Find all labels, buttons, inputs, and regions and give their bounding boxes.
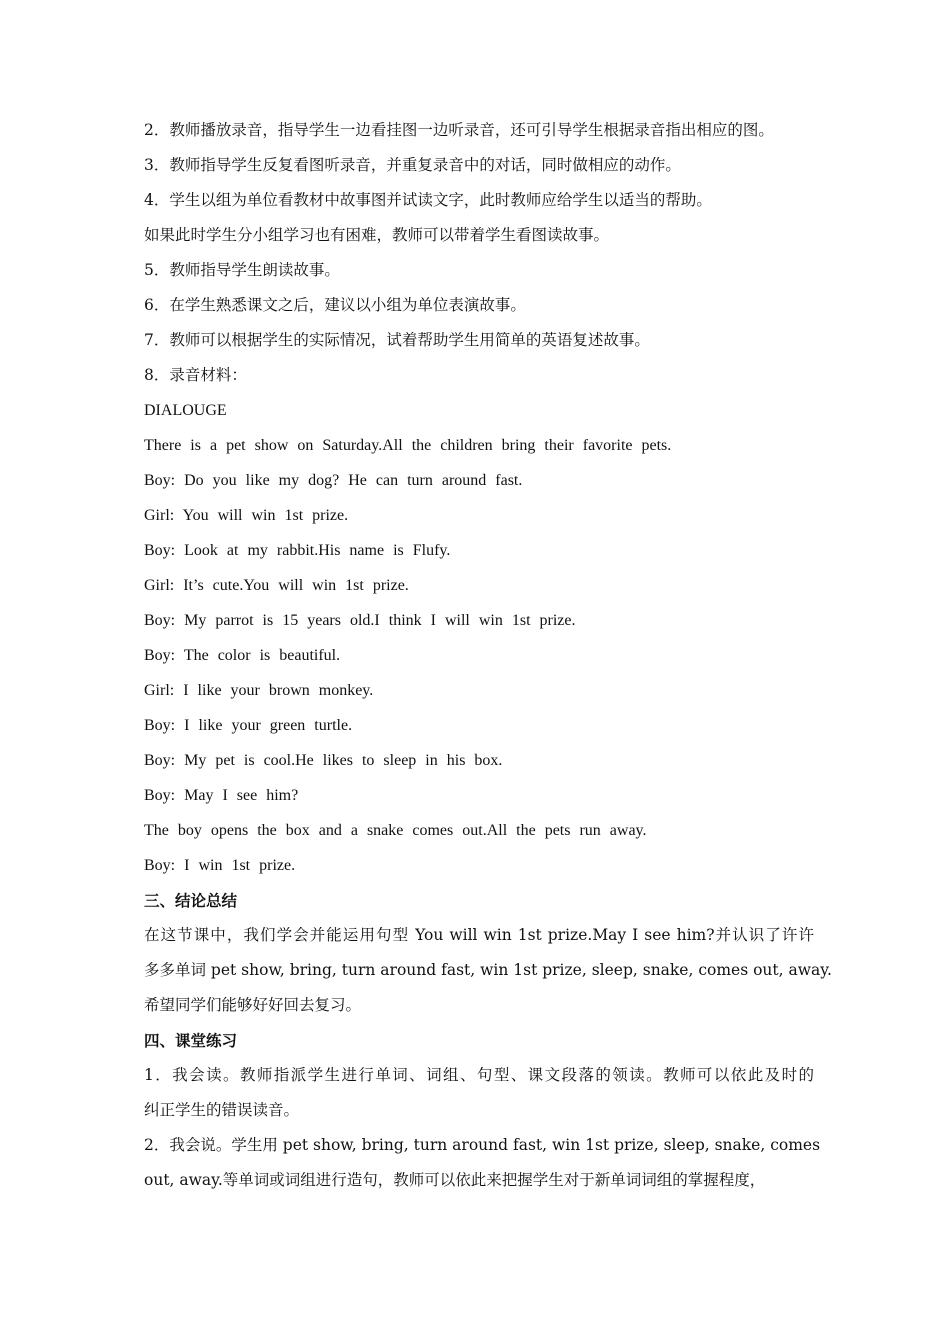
step-line: 2．教师播放录音，指导学生一边看挂图一边听录音，还可引导学生根据录音指出相应的图。 — [144, 121, 774, 139]
step-line: 3．教师指导学生反复看图听录音，并重复录音中的对话，同时做相应的动作。 — [144, 156, 681, 174]
dialogue-line: Girl: It’s cute.You will win 1st prize. — [144, 577, 409, 594]
paragraph-line: 1．我会读。教师指派学生进行单词、词组、句型、课文段落的领读。教师可以依此及时的 — [144, 1066, 814, 1084]
paragraph-line: out, away.等单词或词组进行造句，教师可以依此来把握学生对于新单词词组的掌握程度， — [144, 1171, 766, 1189]
document-page — [144, 113, 832, 1198]
dialogue-line: Boy: I win 1st prize. — [144, 857, 296, 874]
section-3-body — [144, 918, 832, 1023]
dialogue-line: Boy: I like your green turtle. — [144, 717, 353, 734]
step-line: 如果此时学生分小组学习也有困难，教师可以带着学生看图读故事。 — [144, 226, 610, 244]
dialogue-line: Boy: Do you like my dog? He can turn around fast. — [144, 472, 523, 489]
dialogue-line: Boy: My parrot is 15 years old.I think I will win 1st prize. — [144, 612, 576, 629]
step-line: 4．学生以组为单位看教材中故事图并试读文字，此时教师应给学生以适当的帮助。 — [144, 191, 712, 209]
dialogue-line: Boy: The color is beautiful. — [144, 647, 341, 664]
step-line: 7．教师可以根据学生的实际情况，试着帮助学生用简单的英语复述故事。 — [144, 331, 650, 349]
dialogue-title: DIALOUGE — [144, 402, 227, 419]
dialogue-line: Girl: You will win 1st prize. — [144, 507, 349, 524]
teaching-steps — [144, 113, 814, 393]
step-line: 8．录音材料： — [144, 366, 247, 384]
paragraph-line: 在这节课中，我们学会并能运用句型 You will win 1st prize.May I see him?并认识了许许 — [144, 926, 814, 944]
step-line: 6．在学生熟悉课文之后，建议以小组为单位表演故事。 — [144, 296, 526, 314]
dialogue-line: The boy opens the box and a snake comes out.All the pets run away. — [144, 822, 647, 839]
paragraph-line: 2．我会说。学生用 pet show, bring, turn around fast, win 1st prize, sleep, snake, comes — [144, 1136, 821, 1154]
dialogue-line: Boy: Look at my rabbit.His name is Flufy. — [144, 542, 451, 559]
dialogue-lines — [144, 428, 814, 883]
dialogue-line: Girl: I like your brown monkey. — [144, 682, 374, 699]
dialogue-line: Boy: May I see him? — [144, 787, 299, 804]
paragraph-line: 希望同学们能够好好回去复习。 — [144, 996, 362, 1014]
section-4-body — [144, 1058, 821, 1198]
paragraph-line: 多多单词 pet show, bring, turn around fast, win 1st prize, sleep, snake, comes out, away. — [144, 961, 832, 979]
dialogue-line: There is a pet show on Saturday.All the children bring their favorite pets. — [144, 437, 672, 454]
paragraph-line: 纠正学生的错误读音。 — [144, 1101, 300, 1119]
section-3-heading: 三、结论总结 — [144, 891, 238, 910]
step-line: 5．教师指导学生朗读故事。 — [144, 261, 340, 279]
dialogue-line: Boy: My pet is cool.He likes to sleep in his box. — [144, 752, 503, 769]
section-4-heading: 四、课堂练习 — [144, 1031, 238, 1050]
